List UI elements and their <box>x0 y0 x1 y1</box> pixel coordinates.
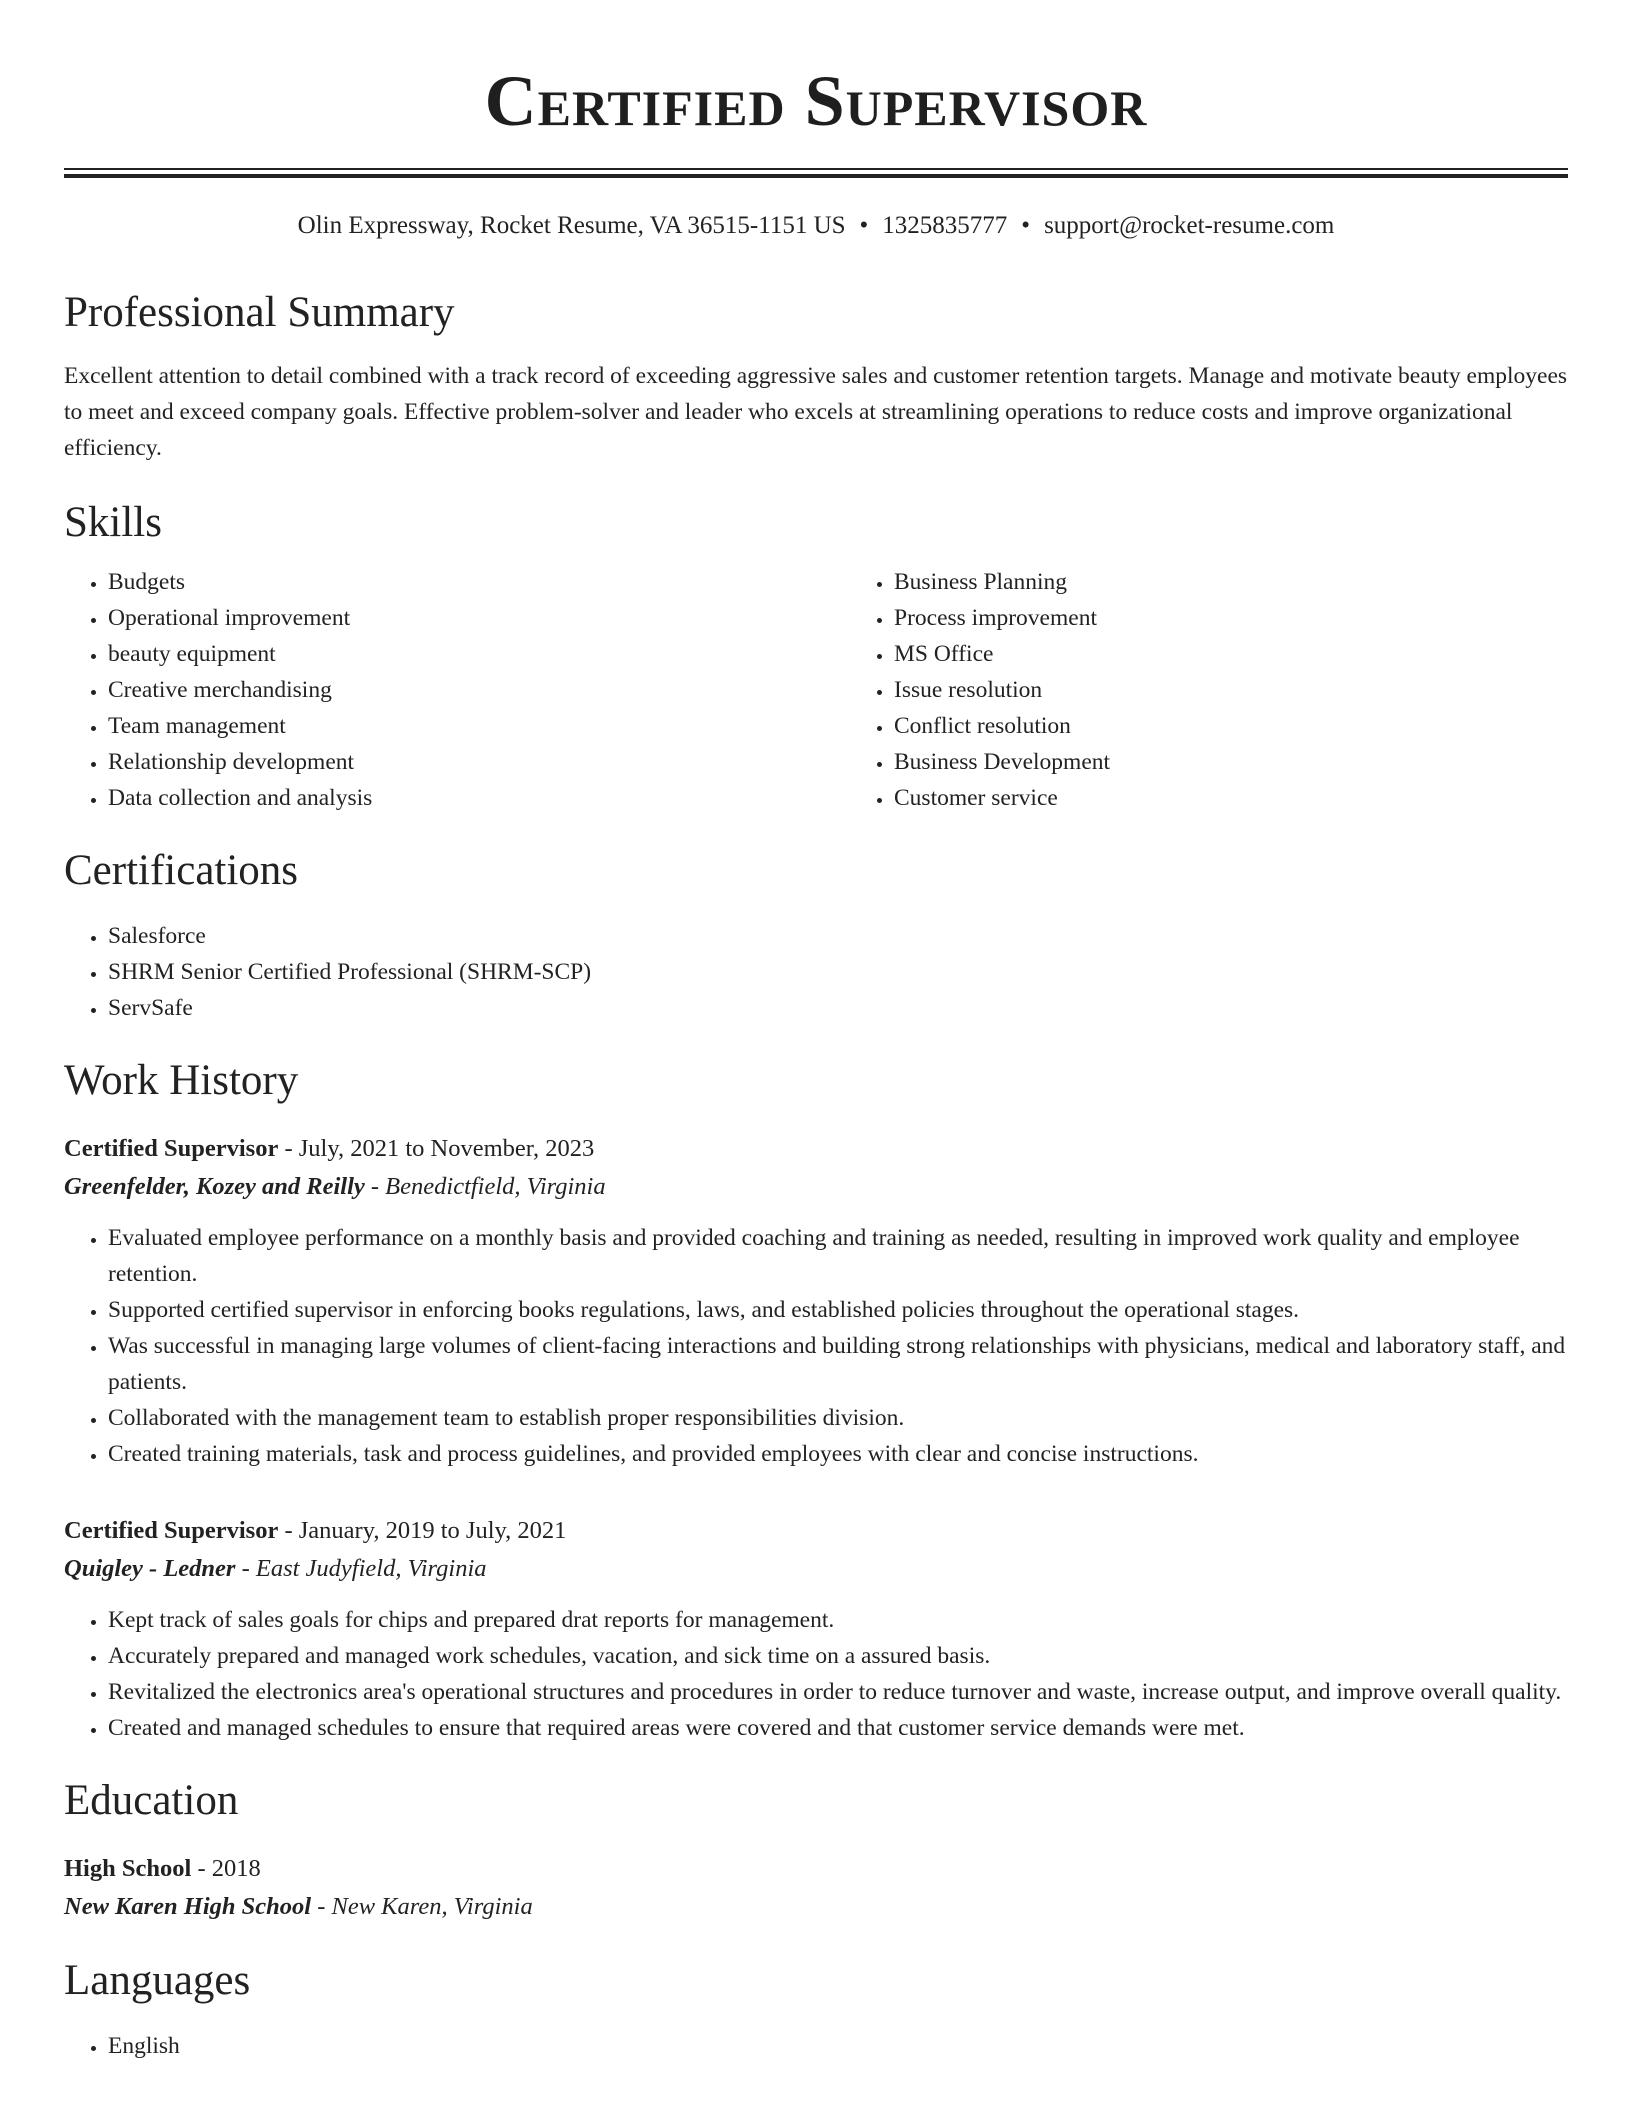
work-history-heading: Work History <box>64 1057 299 1104</box>
job-company-line <box>64 1550 1568 1588</box>
job-bullet: • Collaborated with the management team to establish proper responsibilities division. <box>108 1400 1568 1436</box>
contact-separator: • <box>1021 212 1031 239</box>
education-location: - New Karen, Virginia <box>311 1893 533 1920</box>
summary-heading: Professional Summary <box>64 289 455 336</box>
education-degree-line <box>64 1850 1568 1888</box>
skill-item: • Issue resolution <box>894 672 1568 708</box>
job-company-line <box>64 1168 1568 1206</box>
contact-line <box>64 210 1568 242</box>
job-bullet: • Supported certified supervisor in enforcing books regulations, laws, and established policies throughout the operational stages. <box>108 1292 1568 1328</box>
job-title: Certified Supervisor <box>64 1517 279 1544</box>
skill-item: • Data collection and analysis <box>108 780 850 816</box>
job-title-line <box>64 1512 1568 1550</box>
education-entry <box>64 1850 1568 1926</box>
job-entry <box>64 1130 1568 1472</box>
job-company: Quigley - Ledner <box>64 1555 236 1582</box>
education-degree: High School <box>64 1855 192 1882</box>
education-heading: Education <box>64 1777 239 1824</box>
job-bullet: • Revitalized the electronics area's operational structures and procedures in order to reduce turnover and waste, increase output, and improve overall quality. <box>108 1674 1568 1710</box>
certifications-list <box>64 918 1568 1026</box>
job-location: - Benedictfield, Virginia <box>364 1173 606 1200</box>
job-title-line <box>64 1130 1568 1168</box>
job-bullet: • Was successful in managing large volumes of client-facing interactions and building strong relationships with physicians, medical and laboratory staff, and patients. <box>108 1328 1568 1400</box>
certification-item: • ServSafe <box>108 990 1568 1026</box>
languages-heading: Languages <box>64 1957 251 2004</box>
skill-item: • Relationship development <box>108 744 850 780</box>
skill-item: • MS Office <box>894 636 1568 672</box>
skills-heading: Skills <box>64 499 162 546</box>
certification-item: • SHRM Senior Certified Professional (SHRM-SCP) <box>108 954 1568 990</box>
skill-item: • Business Planning <box>894 564 1568 600</box>
skills-columns <box>64 564 1568 816</box>
job-bullet: • Kept track of sales goals for chips and prepared drat reports for management. <box>108 1602 1568 1638</box>
contact-separator: • <box>859 212 869 239</box>
skill-item: • Business Development <box>894 744 1568 780</box>
job-entry <box>64 1512 1568 1746</box>
skill-item: • Process improvement <box>894 600 1568 636</box>
contact-phone: 1325835777 <box>882 212 1008 239</box>
contact-address: Olin Expressway, Rocket Resume, VA 36515-1151 US <box>297 212 846 239</box>
skill-item: • beauty equipment <box>108 636 850 672</box>
certification-item: • Salesforce <box>108 918 1568 954</box>
job-bullet: • Created training materials, task and process guidelines, and provided employees with clear and concise instructions. <box>108 1436 1568 1472</box>
skills-list-right <box>850 564 1568 816</box>
contact-email[interactable]: support@rocket-resume.com <box>1044 212 1335 239</box>
skill-item: • Operational improvement <box>108 600 850 636</box>
job-bullet: • Accurately prepared and managed work schedules, vacation, and sick time on a assured basis. <box>108 1638 1568 1674</box>
job-dates: - January, 2019 to July, 2021 <box>278 1517 567 1544</box>
education-school-line <box>64 1888 1568 1926</box>
language-item: • English <box>108 2028 1568 2064</box>
job-bullet: • Created and managed schedules to ensure that required areas were covered and that customer service demands were met. <box>108 1710 1568 1746</box>
summary-text: Excellent attention to detail combined with a track record of exceeding aggressive sales and customer retention targets. Manage and motivate beauty employees to meet and exceed company goals. Effective problem-solver and leader who excels at streamlining operations to reduce costs and improve organizational efficiency. <box>64 363 1568 461</box>
job-title: Certified Supervisor <box>64 1135 279 1162</box>
education-school: New Karen High School <box>64 1893 312 1920</box>
job-bullets <box>64 1220 1568 1472</box>
languages-list <box>64 2028 1568 2064</box>
certifications-heading: Certifications <box>64 847 299 894</box>
skill-item: • Creative merchandising <box>108 672 850 708</box>
skill-item: • Customer service <box>894 780 1568 816</box>
skill-item: • Conflict resolution <box>894 708 1568 744</box>
resume-name: Certified Supervisor <box>484 61 1148 141</box>
skill-item: • Team management <box>108 708 850 744</box>
job-location: - East Judyfield, Virginia <box>235 1555 487 1582</box>
job-dates: - July, 2021 to November, 2023 <box>278 1135 595 1162</box>
skill-item: • Budgets <box>108 564 850 600</box>
job-bullets <box>64 1602 1568 1746</box>
skills-list-left <box>64 564 850 816</box>
job-company: Greenfelder, Kozey and Reilly <box>64 1173 365 1200</box>
header-divider <box>64 168 1568 178</box>
job-bullet: • Evaluated employee performance on a monthly basis and provided coaching and training as needed, resulting in improved work quality and employee retention. <box>108 1220 1568 1292</box>
education-year: - 2018 <box>191 1855 261 1882</box>
